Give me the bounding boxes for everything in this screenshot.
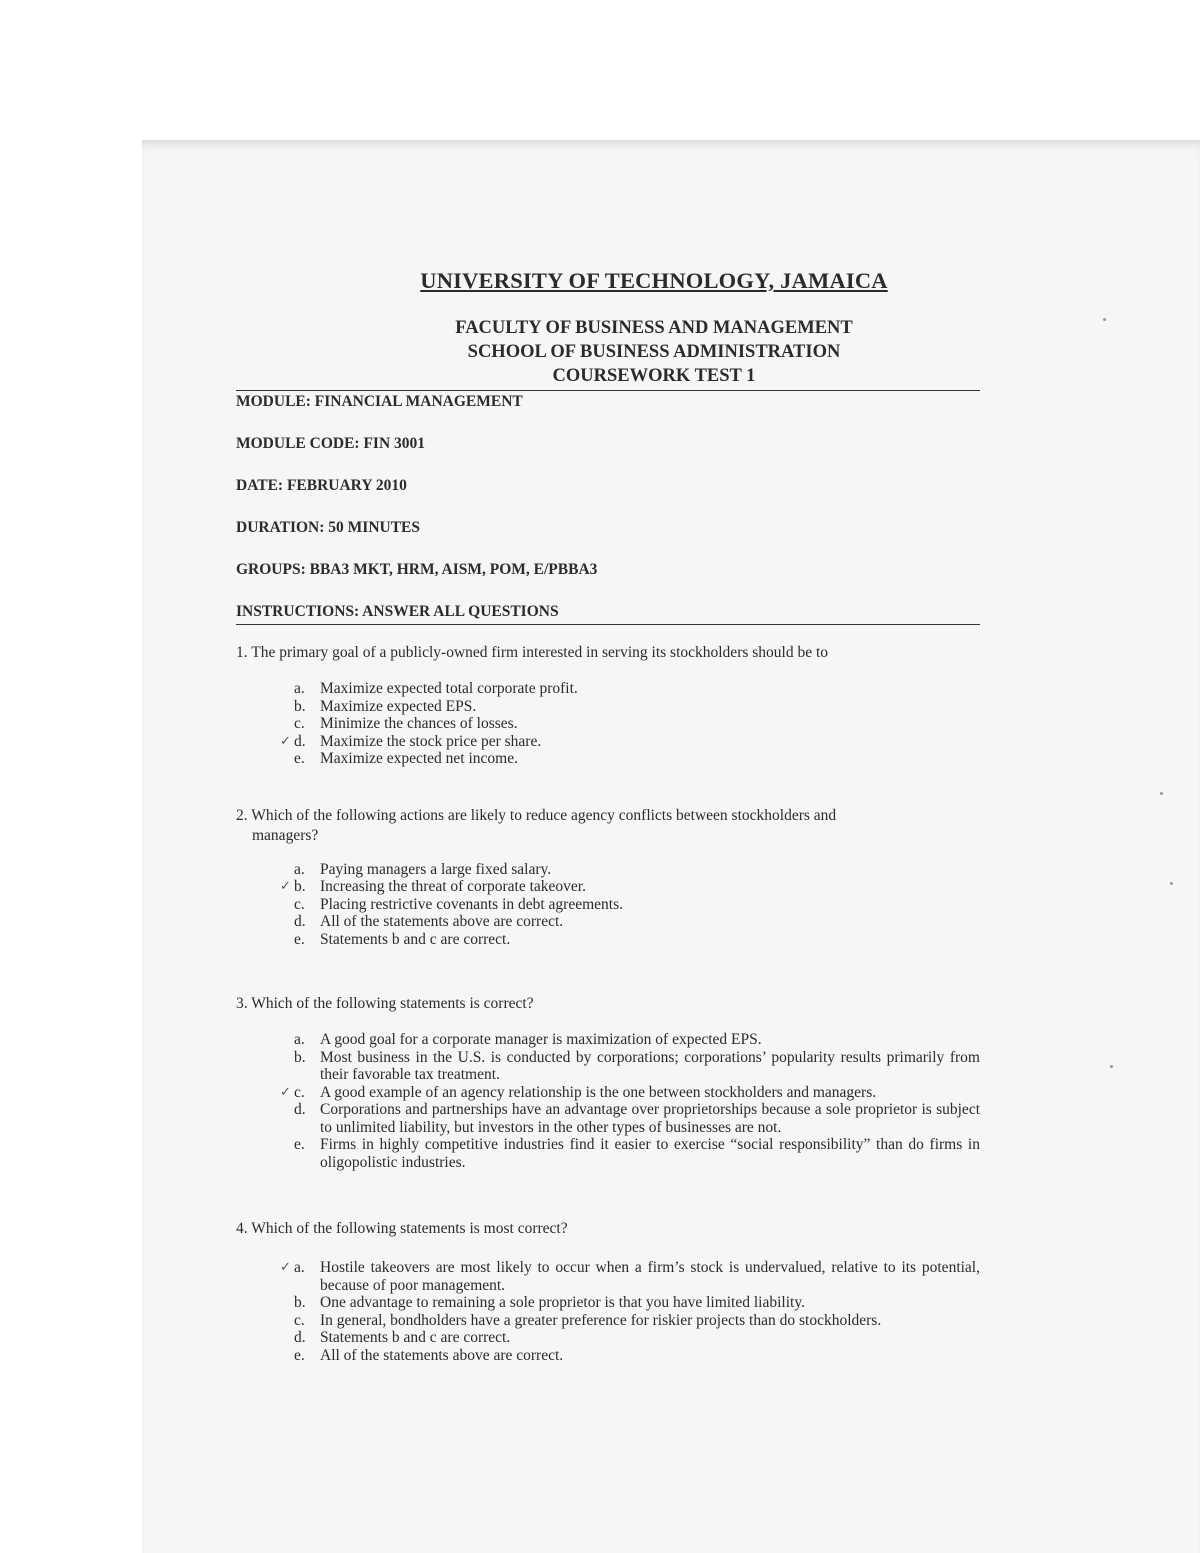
- groups-field: GROUPS: BBA3 MKT, HRM, AISM, POM, E/PBBA3: [236, 561, 598, 578]
- option-c: c. Minimize the chances of losses.: [294, 715, 518, 732]
- option-b: ✓ b. Increasing the threat of corporate takeover.: [280, 878, 586, 895]
- option-a: ✓ a. Hostile takeovers are most likely to occur when a firm’s stock is undervalued, relative to its potential, because of poor management.: [280, 1259, 980, 1294]
- scan-speck: [1103, 318, 1106, 321]
- question-1: [236, 643, 980, 768]
- question-4: [236, 1219, 980, 1364]
- option-c: c. In general, bondholders have a greater preference for riskier projects than do stockholders.: [294, 1311, 882, 1329]
- question-text-continued: managers?: [252, 826, 319, 844]
- scan-speck: [1160, 792, 1163, 795]
- handwritten-check-icon: ✓: [280, 1084, 291, 1100]
- option-e: e. Firms in highly competitive industries find it easier to exercise “social responsibility” than do firms in oligopolistic industries.: [294, 1136, 980, 1171]
- option-c: ✓ c. A good example of an agency relationship is the one between stockholders and managers.: [280, 1083, 877, 1101]
- scan-speck: [1170, 882, 1173, 885]
- option-d: d. Corporations and partnerships have an advantage over proprietorships because a sole proprietor is subject to unlimited liability, but investors in the other types of businesses are not.: [294, 1101, 980, 1136]
- faculty-line: FACULTY OF BUSINESS AND MANAGEMENT: [455, 318, 853, 338]
- question-text: 3. Which of the following statements is correct?: [236, 995, 534, 1012]
- answer-options: [236, 1031, 980, 1171]
- question-text: 4. Which of the following statements is most correct?: [236, 1220, 568, 1237]
- school-line: SCHOOL OF BUSINESS ADMINISTRATION: [467, 342, 841, 362]
- answer-options: [236, 1259, 980, 1364]
- duration-field: DURATION: 50 MINUTES: [236, 519, 421, 536]
- scan-speck: [1110, 1065, 1113, 1068]
- exam-paper: [236, 268, 980, 1364]
- option-b: b. Most business in the U.S. is conducted by corporations; corporations’ popularity results primarily from their favorable tax treatment.: [294, 1048, 980, 1083]
- option-e: e. Maximize expected net income.: [294, 750, 518, 767]
- option-a: a. Paying managers a large fixed salary.: [294, 860, 552, 878]
- module-code-field: MODULE CODE: FIN 3001: [236, 435, 426, 452]
- option-a: a. Maximize expected total corporate profit.: [294, 680, 578, 697]
- question-text: 1. The primary goal of a publicly-owned firm interested in serving its stockholders should be to: [236, 644, 829, 661]
- option-d: d. Statements b and c are correct.: [294, 1329, 511, 1346]
- handwritten-check-icon: ✓: [280, 733, 291, 749]
- answer-options: [236, 680, 980, 768]
- instructions-field: INSTRUCTIONS: ANSWER ALL QUESTIONS: [236, 603, 559, 620]
- exam-heading: [328, 316, 980, 388]
- option-d: ✓ d. Maximize the stock price per share.: [280, 732, 542, 750]
- option-c: c. Placing restrictive covenants in debt agreements.: [294, 895, 624, 913]
- test-line: COURSEWORK TEST 1: [552, 366, 756, 386]
- option-d: d. All of the statements above are correct.: [294, 913, 564, 930]
- handwritten-check-icon: ✓: [280, 1260, 291, 1275]
- option-b: b. Maximize expected EPS.: [294, 697, 477, 715]
- option-e: e. All of the statements above are correct.: [294, 1346, 564, 1364]
- exam-details: [236, 393, 980, 621]
- answer-options: [236, 861, 980, 949]
- details-divider: [236, 624, 980, 625]
- option-a: a. A good goal for a corporate manager is maximization of expected EPS.: [294, 1031, 762, 1048]
- module-field: MODULE: FINANCIAL MANAGEMENT: [236, 393, 523, 410]
- header-divider: [236, 390, 980, 391]
- option-b: b. One advantage to remaining a sole proprietor is that you have limited liability.: [294, 1294, 805, 1311]
- question-text: 2. Which of the following actions are likely to reduce agency conflicts between stockholders and: [236, 806, 837, 824]
- option-e: e. Statements b and c are correct.: [294, 930, 511, 948]
- question-3: [236, 994, 980, 1171]
- handwritten-check-icon: ✓: [280, 879, 291, 894]
- question-2: [236, 806, 980, 949]
- date-field: DATE: FEBRUARY 2010: [236, 477, 407, 494]
- university-title: UNIVERSITY OF TECHNOLOGY, JAMAICA: [420, 268, 888, 293]
